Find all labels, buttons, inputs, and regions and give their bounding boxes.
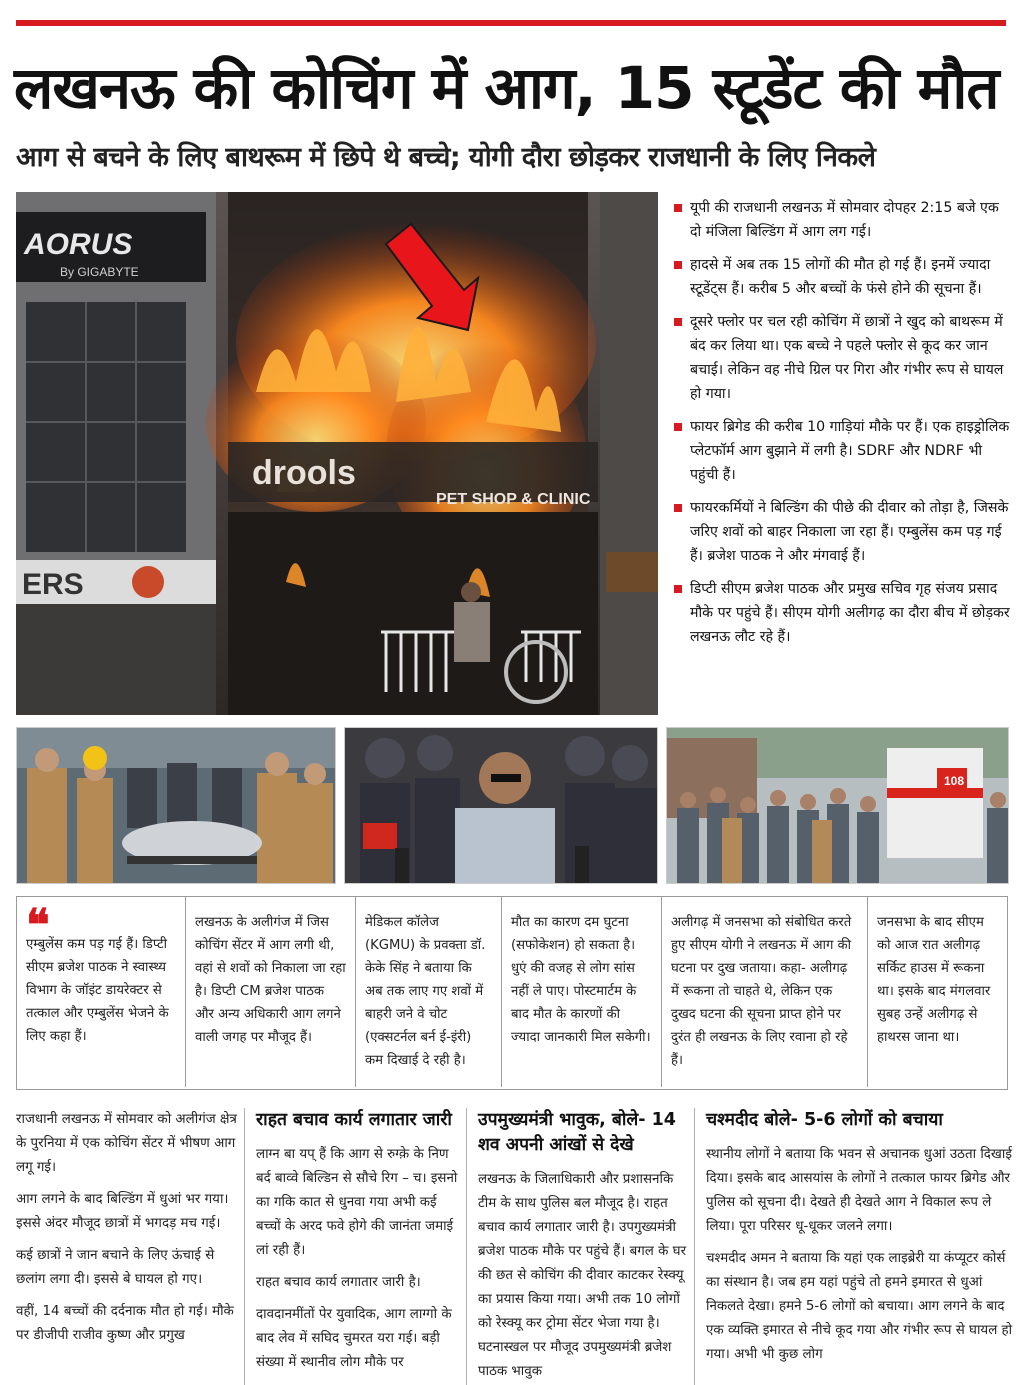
article-column-deputy-cm: उपमुख्यमंत्री भावुक, बोले- 14 शव अपनी आंखों से देखे लखनऊ के जिलाधिकारी और प्रशासनकि टीम के साथ पुलिस बल मौजूद है। राहत बचाव कार्य लगातार जारी है। उपगुख्यमंत्री ब्रजेश पाठक मौके पर पहुंचे हैं। बगल के घर की छत से कोचिंग की दीवार काटकर रेस्क्यू का प्रयास किया गया। अभी तक 10 लोगों को रेस्क्यू कर ट्रोमा सेंटर भेजा गया है। घटनास्खल पर मौजूद उपमुख्यमंत्री ब्रजेश पाठक भावुक [466,1108,692,1385]
quote-column: लखनऊ के अलीगंज में जिस कोचिंग सेंटर में आग लगी थी, वहां से शवों को निकाला जा रहा है। डिप्टी CM ब्रजेश पाठक और अन्य अधिकारी आग लगने वाली जगह पर मौजूद हैं। [185,897,355,1087]
main-fire-photo [16,192,658,715]
ambulance-108-sign: 108 [944,774,965,788]
top-red-rule [16,20,1006,26]
photo-crowd-ambulance [666,727,1009,884]
key-point: डिप्टी सीएम ब्रजेश पाठक और प्रमुख सचिव गृह संजय प्रसाद मौके पर पहुंचे हैं। सीएम योगी अलीगढ़ का दौरा बीच में छोड़कर लखनऊ लौट रहे हैं। [672,577,1012,649]
subheadline: आग से बचने के लिए बाथरूम में छिपे थे बच्चे; योगी दौरा छोड़कर राजधानी के लिए निकले [16,142,876,173]
fire-building-illustration [16,192,658,715]
headline: लखनऊ की कोचिंग में आग, 15 स्टूडेंट की मौत [14,54,999,122]
key-points-list [672,196,1012,658]
column-heading: चश्मदीद बोले- 5-6 लोगों को बचाया [706,1110,943,1130]
police-stretcher-illustration [17,728,336,884]
deputy-cm-illustration [345,728,658,884]
column-heading: राहत बचाव कार्य लगातार जारी [256,1110,452,1130]
article-column-intro: राजधानी लखनऊ में सोमवार को अलीगंज क्षेत्र के पुरनिया में एक कोचिंग सेंटर में भीषण आग लगू गई। आग लगने के बाद बिल्डिंग में धुआं भर गया। इससे अंदर मौजूद छात्रों में भगदड़ मच गई। कई छात्रों ने जान बचाने के लिए ऊंचाई से छलांग लगा दी। इससे बे घायल हो गए। वहीं, 14 बच्चों की दर्दनाक मौत हो गई। मौके पर डीजीपी राजीव कुष्ण और प्रगुख [16,1112,237,1343]
key-point: फायरकर्मियों ने बिल्डिंग की पीछे की दीवार को तोड़ा है, जिसके जरिए शवों को बाहर निकाला जा रहा हैं। एम्बुलेंस कम पड़ गई हैं। ब्रजेश पाठक ने और मंगवाई हैं। [672,496,1012,568]
pet-shop-sign-text: PET SHOP & CLINIC [436,491,591,508]
crowd-ambulance-illustration [667,728,1009,884]
quote-column: जनसभा के बाद सीएम को आज रात अलीगढ़ सर्किट हाउस में रूकना था। इसके बाद मंगलवार सुबह उन्हें अलीगढ़ से हाथरस जाना था। [867,897,1007,1087]
article-column-rescue: राहत बचाव कार्य लगातार जारी लाग्न बा यप् हैं कि आग से रुग्क़े के निण बर्द बाव्वे बिल्डिन से सौचे रिग – च। इसनो का गकि कात से धुनवा गया अभी कई बच्चों के अरद फवे होगे की जानंता जमाई लां रही हैं। राहत बचाव कार्य लगातार जारी है। दावदानमींतों पेर युवादिक, आग लाग्गो के बाद लेव में सघिद चुमरत यरा गई। बड़ी संख्या में स्थानीव लोग मौके पर [244,1108,464,1385]
quote-box [16,896,1008,1090]
bullet-square-icon [674,318,682,326]
bullet-square-icon [674,423,682,431]
column-heading: उपमुख्यमंत्री भावुक, बोले- 14 शव अपनी आंखों से देखे [478,1110,676,1155]
bullet-square-icon [674,504,682,512]
quote-column: मेडिकल कॉलेज (KGMU) के प्रवक्ता डॉ. केके सिंह ने बताया कि अब तक लाए गए शवों में बाहरी जने वे चोट (एक्सटर्नल बर्न ई-इंरी) कम दिखाई दे रही है। [355,897,501,1087]
key-point: दूसरे फ्लोर पर चल रही कोचिंग में छात्रों ने खुद को बाथरूम में बंद कर लिया था। एक बच्चे ने पहले फ्लोर से कूद कर जान बचाई। लेकिन वह नीचे ग्रिल पर गिरा और गंभीर रूप से घायल हो गया। [672,310,1012,406]
key-point: यूपी की राजधानी लखनऊ में सोमवार दोपहर 2:15 बजे एक दो मंजिला बिल्डिंग में आग लग गई। [672,196,1012,244]
article-column-eyewitness: चश्मदीद बोले- 5-6 लोगों को बचाया स्थानीय लोगों ने बताया कि भवन से अचानक धुआं उठता दिखाई दिया। इसके बाद आसयांस के लोगों ने तत्काल फायर ब्रिगेड और पुलिस को सूचना दी। देखते ही देखते आग ने विकाल रूप ले लिया। पूरा परिसर धू-धूकर जलने लगा। चश्मदीद अमन ने बताया कि यहां एक लाइब्रेरी या कंप्यूटर कोर्स का संस्थान है। जब हम यहां पहुंचे तो हमने इमारत से धुआं निकलते देखा। हमने 5-6 लोगों को बचाया। आग लगने के बाद एक व्यक्ति इमारत से नीचे कूद गया और गंभीर रूप से घायल हो गया। अभी भी कुछ लोग [694,1108,1016,1385]
bullet-square-icon [674,261,682,269]
bullet-square-icon [674,204,682,212]
key-point: फायर ब्रिगेड की करीब 10 गाड़ियां मौके पर हैं। एक हाइड्रोलिक प्लेटफॉर्म आग बुझाने में लगी है। SDRF और NDRF भी पहुंची हैं। [672,415,1012,487]
photo-police-stretcher [16,727,336,884]
left-sign-text: ERS [22,568,84,601]
drools-sign-text: drools [252,454,356,492]
aorus-sign-text: AORUS [24,228,133,261]
bullet-square-icon [674,585,682,593]
quote-column: अलीगढ़ में जनसभा को संबोधित करते हुए सीएम योगी ने लखनऊ में आग की घटना पर दुख जताया। कहा- अलीगढ़ में रूकना तो चाहते थे, लेकिन एक दुखद घटना की सूचना प्राप्त होने पर दुरंत ही लखनऊ के लिए रवाना हो रहे हैं। [661,897,867,1087]
photo-deputy-cm-emotional [344,727,658,884]
aorus-sign-sub: By GIGABYTE [60,265,139,279]
quote-mark-icon: ❝ [26,900,50,951]
quote-column: ❝ एम्बुलेंस कम पड़ गई हैं। डिप्टी सीएम ब्रजेश पाठक ने स्वास्थ्य विभाग के जॉइंट डायरेक्टर से तत्काल और एम्बुलेंस भेजने के लिए कहा हैं। [17,897,185,1087]
key-point: हादसे में अब तक 15 लोगों की मौत हो गई हैं। इनमें ज्यादा स्टूडेंट्स हैं। करीब 5 और बच्चों के फंसे होने की सूचना हैं। [672,253,1012,301]
quote-column: मौत का कारण दम घुटना (सफोकेशन) हो सकता है। धुएं की वजह से लोग सांस नहीं ले पाए। पोस्टमार्टम के बाद मौत के कारणों की ज्यादा जानकारी मिल सकेगी। [501,897,661,1087]
